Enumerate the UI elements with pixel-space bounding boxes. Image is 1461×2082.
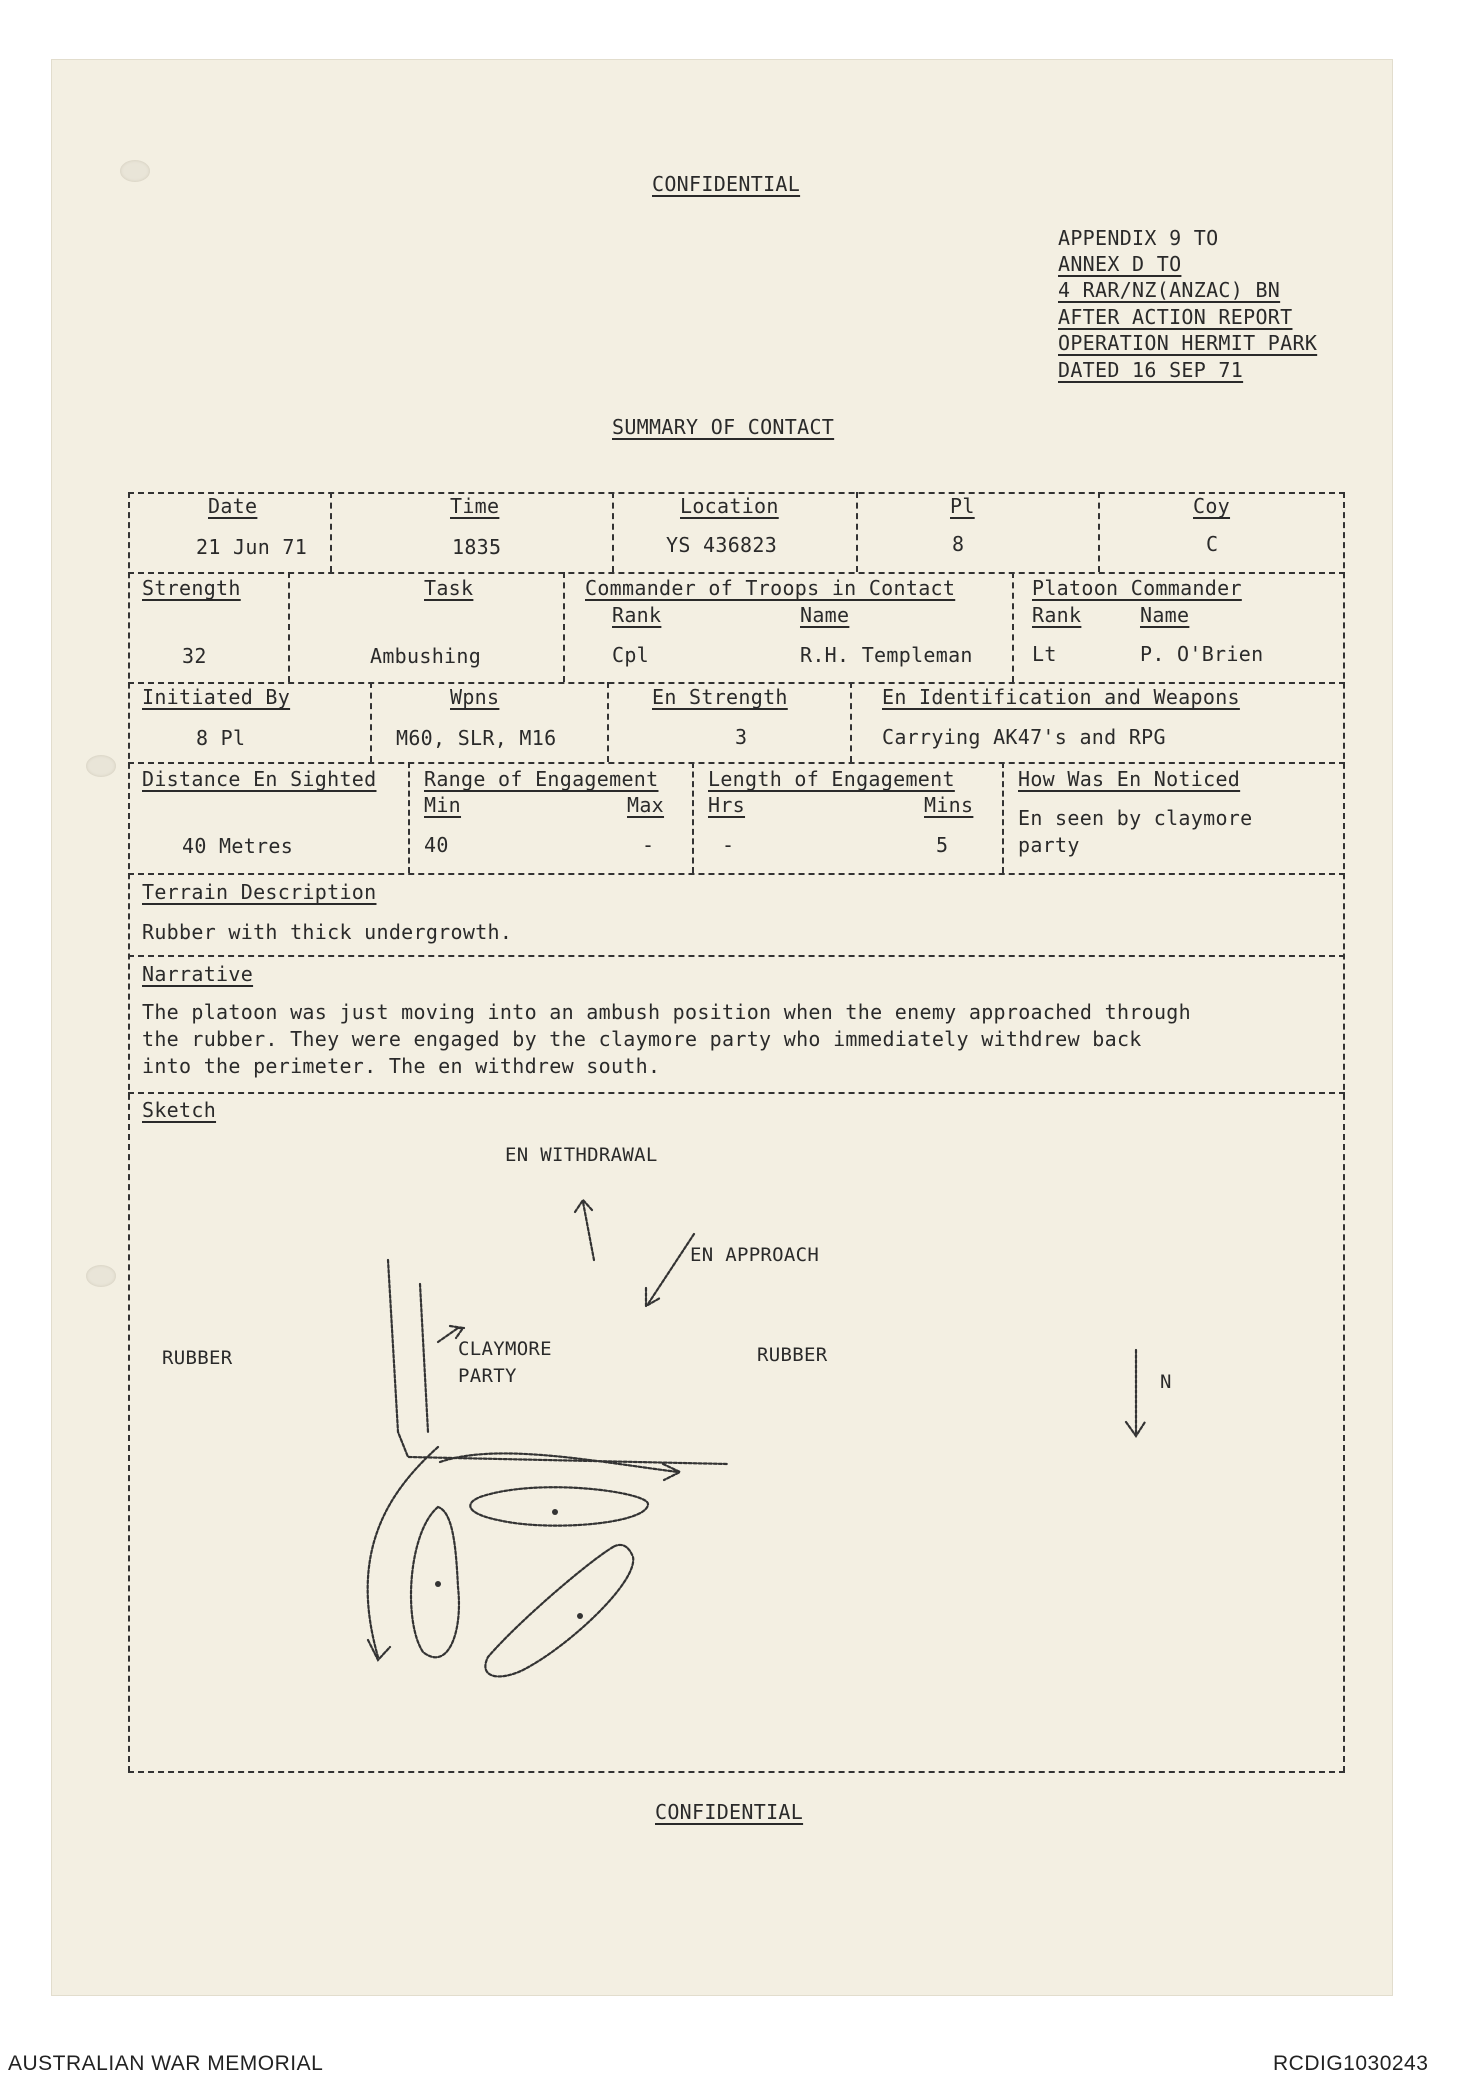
time-label: Time (450, 494, 500, 518)
position-oval (411, 1507, 459, 1657)
length-mins-value: 5 (936, 833, 949, 857)
pc-name: P. O'Brien (1140, 642, 1264, 666)
en-identification-value: Carrying AK47's and RPG (882, 725, 1166, 749)
column-divider (408, 762, 410, 873)
column-divider (1002, 762, 1004, 873)
location-label: Location (680, 494, 779, 518)
platoon-value: 8 (952, 532, 965, 556)
en-strength-value: 3 (735, 725, 748, 749)
distance-label: Distance En Sighted (142, 767, 377, 791)
appendix-line: OPERATION HERMIT PARK (1058, 331, 1318, 355)
commander-name-label: Name (800, 603, 850, 627)
commander-rank-label: Rank (612, 603, 662, 627)
punch-hole (120, 160, 150, 182)
length-mins-label: Mins (924, 793, 974, 817)
column-divider (370, 682, 372, 762)
commander-label: Commander of Troops in Contact (585, 576, 956, 600)
terrain-label: Terrain Description (142, 880, 377, 904)
footer-archive-name: AUSTRALIAN WAR MEMORIAL (8, 2052, 324, 2075)
column-divider (856, 492, 858, 572)
commander-name: R.H. Templeman (800, 643, 973, 667)
row-divider (128, 762, 1345, 764)
rubber-label-left: RUBBER (162, 1347, 233, 1369)
sketch-drawing (128, 1092, 1345, 1772)
row-divider (128, 682, 1345, 684)
platoon-label: Pl (950, 494, 975, 518)
classification-top: CONFIDENTIAL (652, 172, 801, 196)
appendix-line: AFTER ACTION REPORT (1058, 305, 1293, 329)
column-divider (850, 682, 852, 762)
en-identification-label: En Identification and Weapons (882, 685, 1240, 709)
task-label: Task (424, 576, 474, 600)
length-hrs-value: - (722, 833, 735, 857)
punch-hole (86, 755, 116, 777)
pc-rank: Lt (1032, 642, 1057, 666)
pc-name-label: Name (1140, 603, 1190, 627)
company-value: C (1206, 532, 1219, 556)
appendix-line: APPENDIX 9 TO (1058, 226, 1219, 250)
claymore-party-label: PARTY (458, 1365, 517, 1387)
noticed-label: How Was En Noticed (1018, 767, 1241, 791)
pc-rank-label: Rank (1032, 603, 1082, 627)
appendix-line: 4 RAR/NZ(ANZAC) BN (1058, 278, 1281, 302)
row-divider (128, 873, 1345, 875)
task-value: Ambushing (370, 644, 482, 668)
row-divider (128, 955, 1345, 957)
position-dot (552, 1509, 558, 1515)
position-dot (435, 1581, 441, 1587)
column-divider (607, 682, 609, 762)
platoon-commander-label: Platoon Commander (1032, 576, 1242, 600)
strength-value: 32 (182, 644, 207, 668)
narrative-line: The platoon was just moving into an ambush position when the enemy approached through (142, 1000, 1191, 1024)
footer-record-id: RCDIG1030243 (1273, 2052, 1429, 2075)
length-label: Length of Engagement (708, 767, 955, 791)
column-divider (612, 492, 614, 572)
position-oval (470, 1487, 648, 1525)
company-label: Coy (1193, 494, 1231, 518)
column-divider (1098, 492, 1100, 572)
range-min-value: 40 (424, 833, 449, 857)
column-divider (563, 572, 565, 682)
range-max-value: - (642, 833, 655, 857)
terrain-text: Rubber with thick undergrowth. (142, 920, 513, 944)
noticed-line: En seen by claymore (1018, 806, 1253, 830)
claymore-party-label: CLAYMORE (458, 1338, 552, 1360)
location-value: YS 436823 (666, 533, 778, 557)
range-label: Range of Engagement (424, 767, 659, 791)
narrative-line: the rubber. They were engaged by the claymore party who immediately withdrew back (142, 1027, 1142, 1051)
punch-hole (86, 1265, 116, 1287)
rubber-label-right: RUBBER (757, 1344, 828, 1366)
time-value: 1835 (452, 535, 502, 559)
narrative-label: Narrative (142, 962, 254, 986)
column-divider (288, 572, 290, 682)
distance-value: 40 Metres (182, 834, 294, 858)
date-label: Date (208, 494, 258, 518)
position-oval (485, 1545, 633, 1677)
narrative-line: into the perimeter. The en withdrew south. (142, 1054, 661, 1078)
column-divider (330, 492, 332, 572)
track-line (388, 1260, 728, 1464)
row-divider (128, 572, 1345, 574)
range-max-label: Max (627, 793, 665, 817)
classification-bottom: CONFIDENTIAL (655, 1800, 804, 1824)
length-hrs-label: Hrs (708, 793, 746, 817)
date-value: 21 Jun 71 (196, 535, 308, 559)
weapons-value: M60, SLR, M16 (396, 726, 557, 750)
appendix-line: DATED 16 SEP 71 (1058, 358, 1244, 382)
position-dot (577, 1613, 583, 1619)
track-line (420, 1284, 428, 1432)
appendix-line: ANNEX D TO (1058, 252, 1182, 276)
initiated-label: Initiated By (142, 685, 291, 709)
noticed-line: party (1018, 833, 1080, 857)
sketch-label: Sketch (142, 1098, 217, 1122)
north-label: N (1160, 1371, 1172, 1393)
approach-arrow (648, 1234, 694, 1304)
range-min-label: Min (424, 793, 462, 817)
commander-rank: Cpl (612, 643, 650, 667)
en-approach-label: EN APPROACH (690, 1244, 820, 1266)
en-strength-label: En Strength (652, 685, 788, 709)
column-divider (692, 762, 694, 873)
document-title: SUMMARY OF CONTACT (612, 415, 835, 439)
route-curve (368, 1447, 438, 1657)
weapons-label: Wpns (450, 685, 500, 709)
strength-label: Strength (142, 576, 241, 600)
en-withdrawal-label: EN WITHDRAWAL (505, 1144, 658, 1166)
column-divider (1012, 572, 1014, 682)
initiated-value: 8 Pl (196, 726, 246, 750)
